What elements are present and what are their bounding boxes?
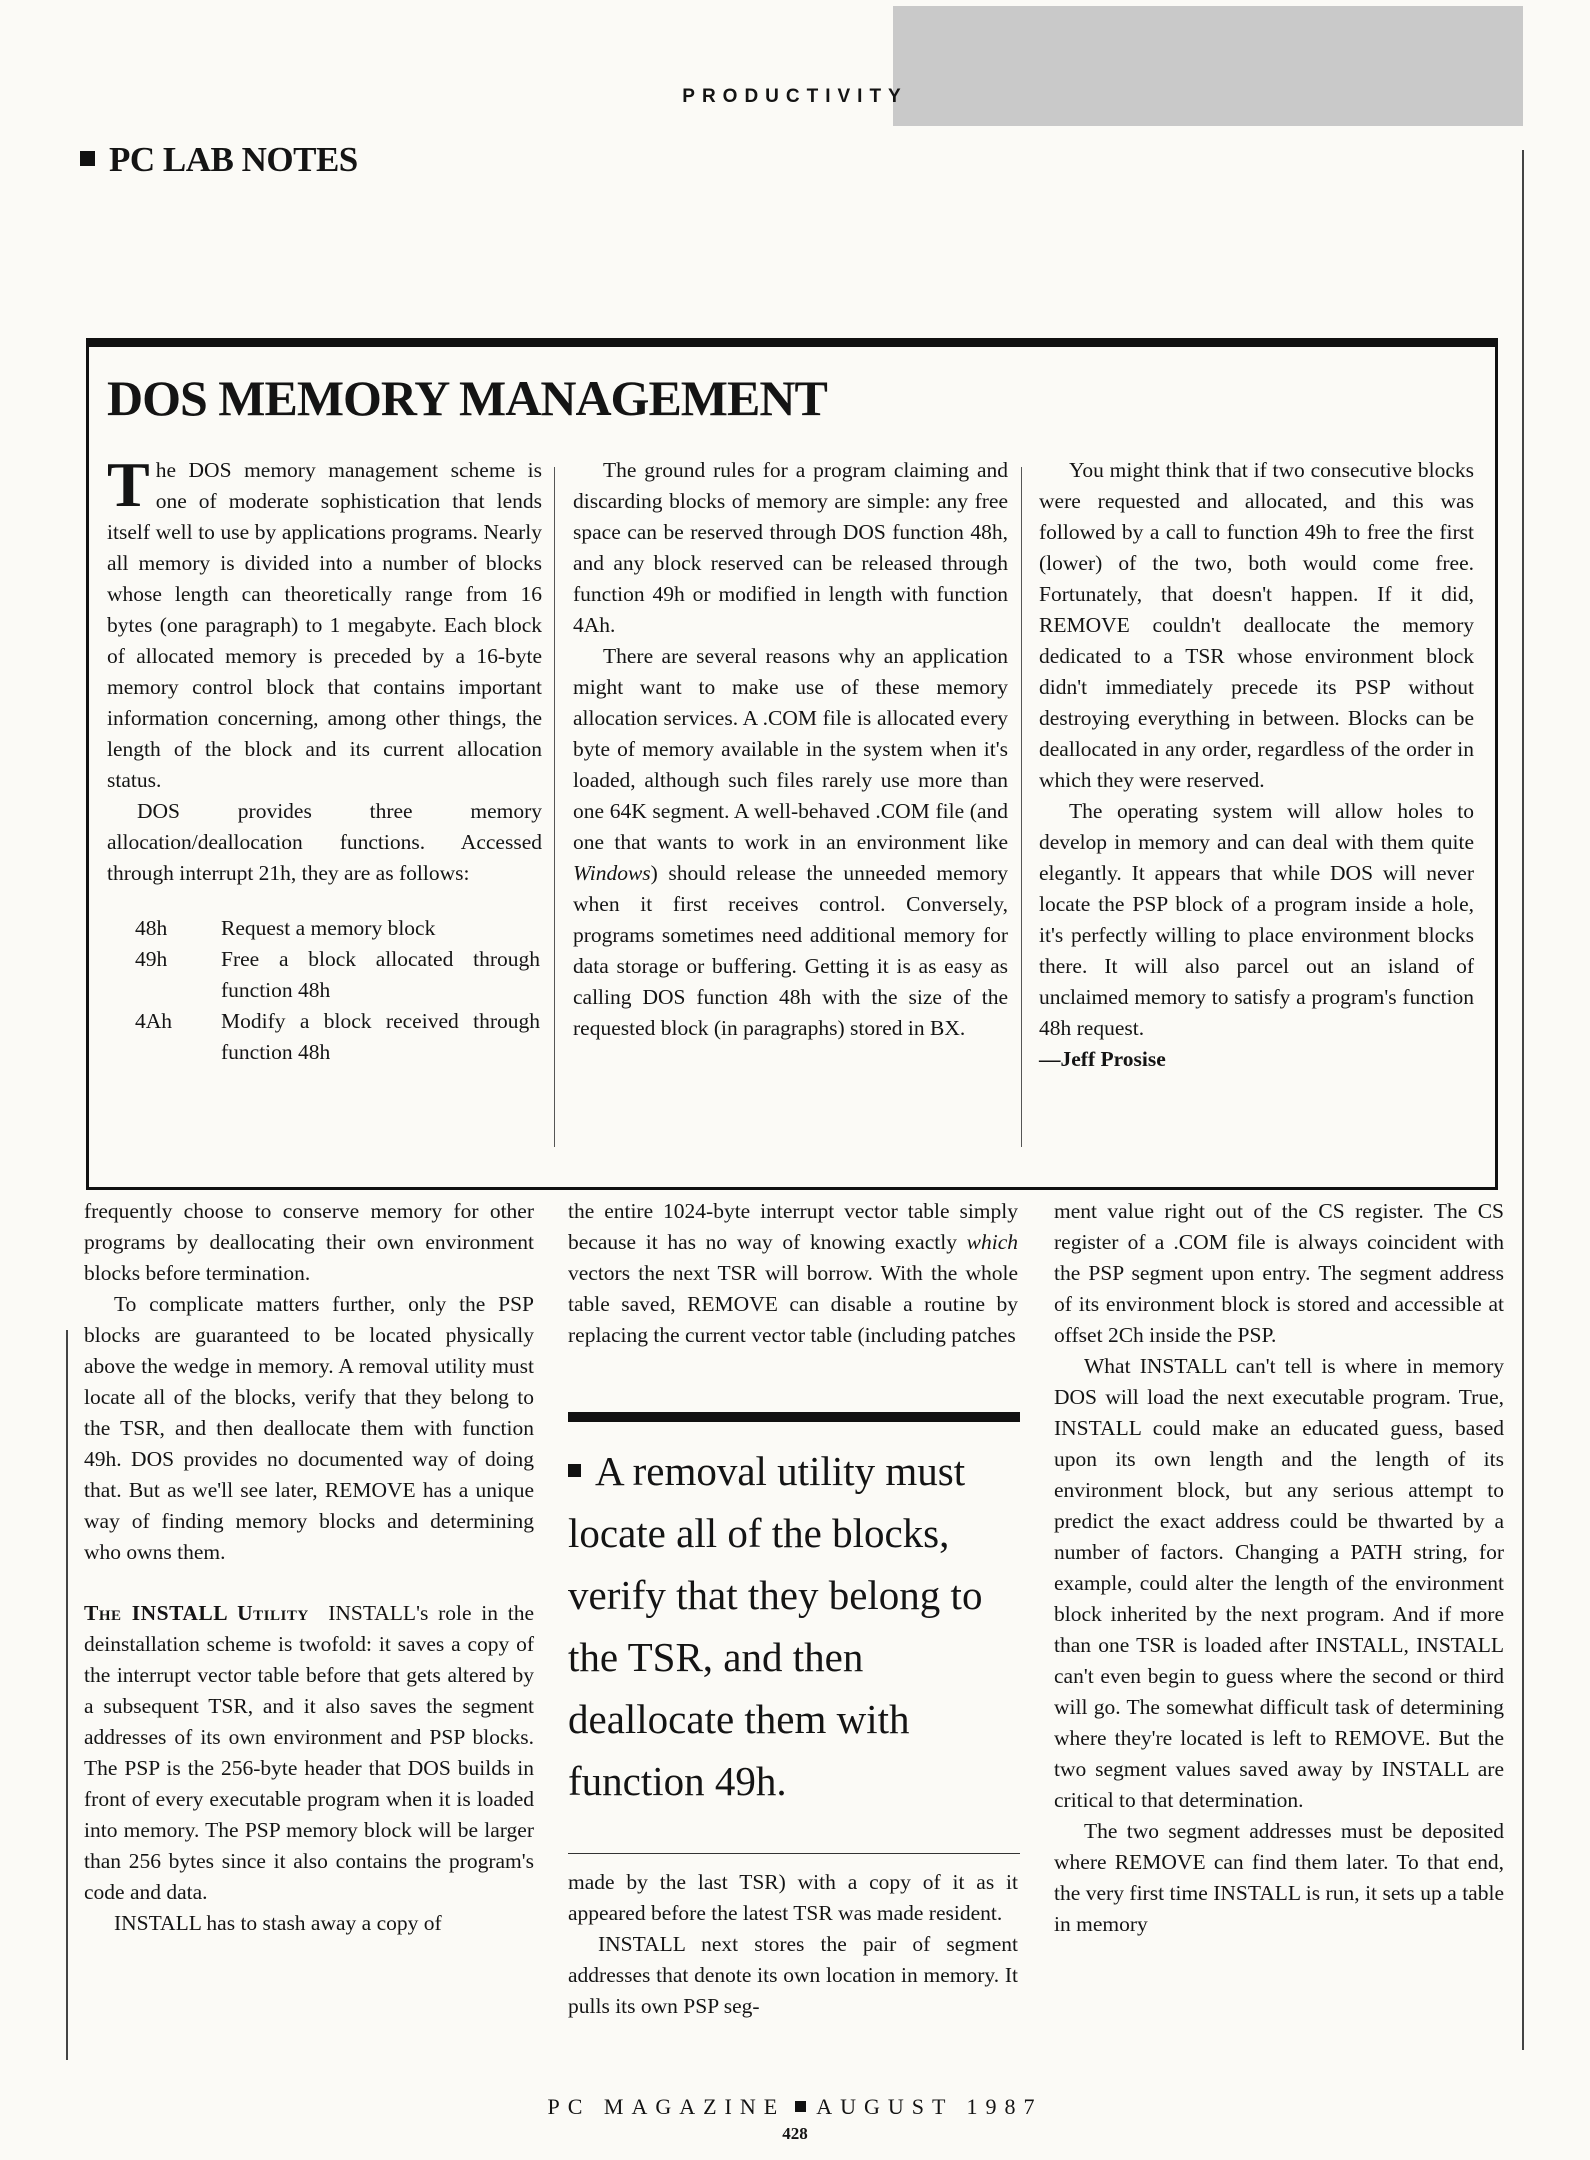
article-paragraph: To complicate matters further, only the PSP blocks are guaranteed to be located physically above the wedge in memory. A removal utility must locate all of the blocks, verify that they belong to the TSR, and then deallocate them with function 49h. DOS provides no documented way of doing that. But as we'll see later, REMOVE has a unique way of finding memory blocks and determining who owns them. [84,1292,534,1564]
function-row: 48h Request a memory block [135,916,436,940]
pullquote-rule-bottom [568,1853,1020,1854]
sidebar-paragraph: The DOS memory management scheme is one of moderate sophistication that lends itself well to use by applications programs. Nearly all memory is divided into a number of blocks whose length can theoretically range from 16 bytes (one paragraph) to 1 megabyte. Each block of allocated memory is preceded by a 16-byte memory control block that contains important information concerning, among other things, the length of the block and its current allocation status. [107,449,542,792]
column-separator [554,467,555,1147]
article-column-2-bottom [568,1867,1018,2022]
bullet-square-icon [795,2101,806,2112]
subhead: The INSTALL Utility [84,1601,309,1625]
sidebar-column-2 [573,455,1008,1044]
bullet-square-icon [568,1464,581,1477]
article-paragraph: INSTALL next stores the pair of segment addresses that denote its own location in memory. It pulls its own PSP seg- [568,1932,1018,2018]
page-number: 428 [782,2124,808,2143]
sidebar-column-3 [1039,455,1474,1075]
drop-cap: T [107,449,150,520]
sidebar-paragraph: The operating system will allow holes to develop in memory and can deal with them quite elegantly. It appears that while DOS will never locate the PSP block of a program inside a hole, it's perfectly willing to place environment blocks there. It will also parcel out an island of unclaimed memory to satisfy a program's function 48h request. [1039,799,1474,1040]
article-paragraph: INSTALL has to stash away a copy of [114,1911,442,1935]
author-byline: —Jeff Prosise [1039,1047,1166,1071]
column-rule-left [66,1330,68,2060]
bullet-square-icon [80,151,95,166]
sidebar-column-1 [107,449,542,1068]
sidebar-box [86,338,1498,1190]
column-separator [1021,467,1022,1147]
function-row: 49h Free a block allocated through function 48h [135,947,540,1002]
scan-shading [893,6,1523,126]
column-title-text: PC LAB NOTES [109,140,358,179]
article-paragraph: frequently choose to conserve memory for other programs by deallocating their own environment blocks before termination. [84,1199,534,1285]
article-paragraph: The two segment addresses must be deposited where REMOVE can find them later. To that end, the very first time INSTALL is run, it sets up a table in memory [1054,1819,1504,1936]
function-table [135,913,540,1068]
sidebar-paragraph: You might think that if two consecutive blocks were requested and allocated, and this was followed by a call to function 49h to free the first (lower) of the two, both would come free. Fortunately, that doesn't happen. If it did, REMOVE couldn't deallocate the memory dedicated to a TSR whose environment block didn't immediately precede its PSP without destroying everything in between. Blocks can be deallocated in any order, regardless of the order in which they were reserved. [1039,458,1474,792]
pullquote-rule-top [568,1412,1020,1422]
page-footer [0,2094,1590,2120]
function-row: 4Ah Modify a block received through function 48h [135,1009,540,1064]
article-column-1 [84,1196,534,1939]
sidebar-paragraph: There are several reasons why an application might want to make use of these memory allocation services. A .COM file is allocated every byte of memory available in the system when it's loaded, although such files rarely use more than one 64K segment. A well-behaved .COM file (and one that wants to work in an environment like Windows) should release the unneeded memory when it first receives control. Conversely, programs sometimes need additional memory for data storage or buffering. Getting it is as easy as calling DOS function 48h with the size of the requested block (in paragraphs) stored in BX. [573,644,1008,1040]
issue-date: AUGUST 1987 [816,2094,1043,2119]
article-paragraph: made by the last TSR) with a copy of it as it appeared before the latest TSR was made resident. [568,1870,1018,1925]
article-paragraph: The INSTALL Utility INSTALL's role in the deinstallation scheme is twofold: it saves a copy of the interrupt vector table before that gets altered by a subsequent TSR, and it also saves the segment addresses of its own environment and PSP blocks. The PSP is the 256-byte header that DOS builds in front of every executable program when it is loaded into memory. The PSP memory block will be larger than 256 bytes since it also contains the program's code and data. [84,1601,534,1904]
pullquote: A removal utility must locate all of the blocks, verify that they belong to the TSR, and then deallocate them with function 49h. [568,1448,983,1804]
sidebar-title: DOS MEMORY MANAGEMENT [107,370,827,426]
column-rule-right [1522,150,1524,2050]
article-paragraph: ment value right out of the CS register. The CS register of a .COM file is always coincident with the PSP segment upon entry. The segment address of its environment block is stored and accessible at offset 2Ch inside the PSP. [1054,1199,1504,1347]
sidebar-paragraph: The ground rules for a program claiming and discarding blocks of memory are simple: any free space can be reserved through DOS function 48h, and any block reserved can be released through function 49h or modified in length with function 4Ah. [573,458,1008,637]
article-paragraph: the entire 1024-byte interrupt vector table simply because it has no way of knowing exactly which vectors the next TSR will borrow. With the whole table saved, REMOVE can disable a routine by replacing the current vector table (including patches [568,1199,1018,1347]
sidebar-paragraph: DOS provides three memory allocation/deallocation functions. Accessed through interrupt 21h, they are as follows: [107,799,542,885]
article-paragraph: What INSTALL can't tell is where in memory DOS will load the next executable program. True, INSTALL could make an educated guess, based upon its own length and the length of its environment block, but any serious attempt to predict the exact address could be thwarted by a number of factors. Changing a PATH string, for example, could alter the length of the environment block inherited by the next program. And if more than one TSR is loaded after INSTALL, INSTALL can't even begin to guess where the second or third will go. The somewhat difficult task of determining where they're located is left to REMOVE. But the two segment values saved away by INSTALL are critical to that determination. [1054,1354,1504,1812]
magazine-name: PC MAGAZINE [547,2094,786,2119]
section-label: PRODUCTIVITY [682,86,908,107]
column-title [80,140,358,180]
article-column-3 [1054,1196,1504,1940]
article-column-2-top [568,1196,1018,1351]
